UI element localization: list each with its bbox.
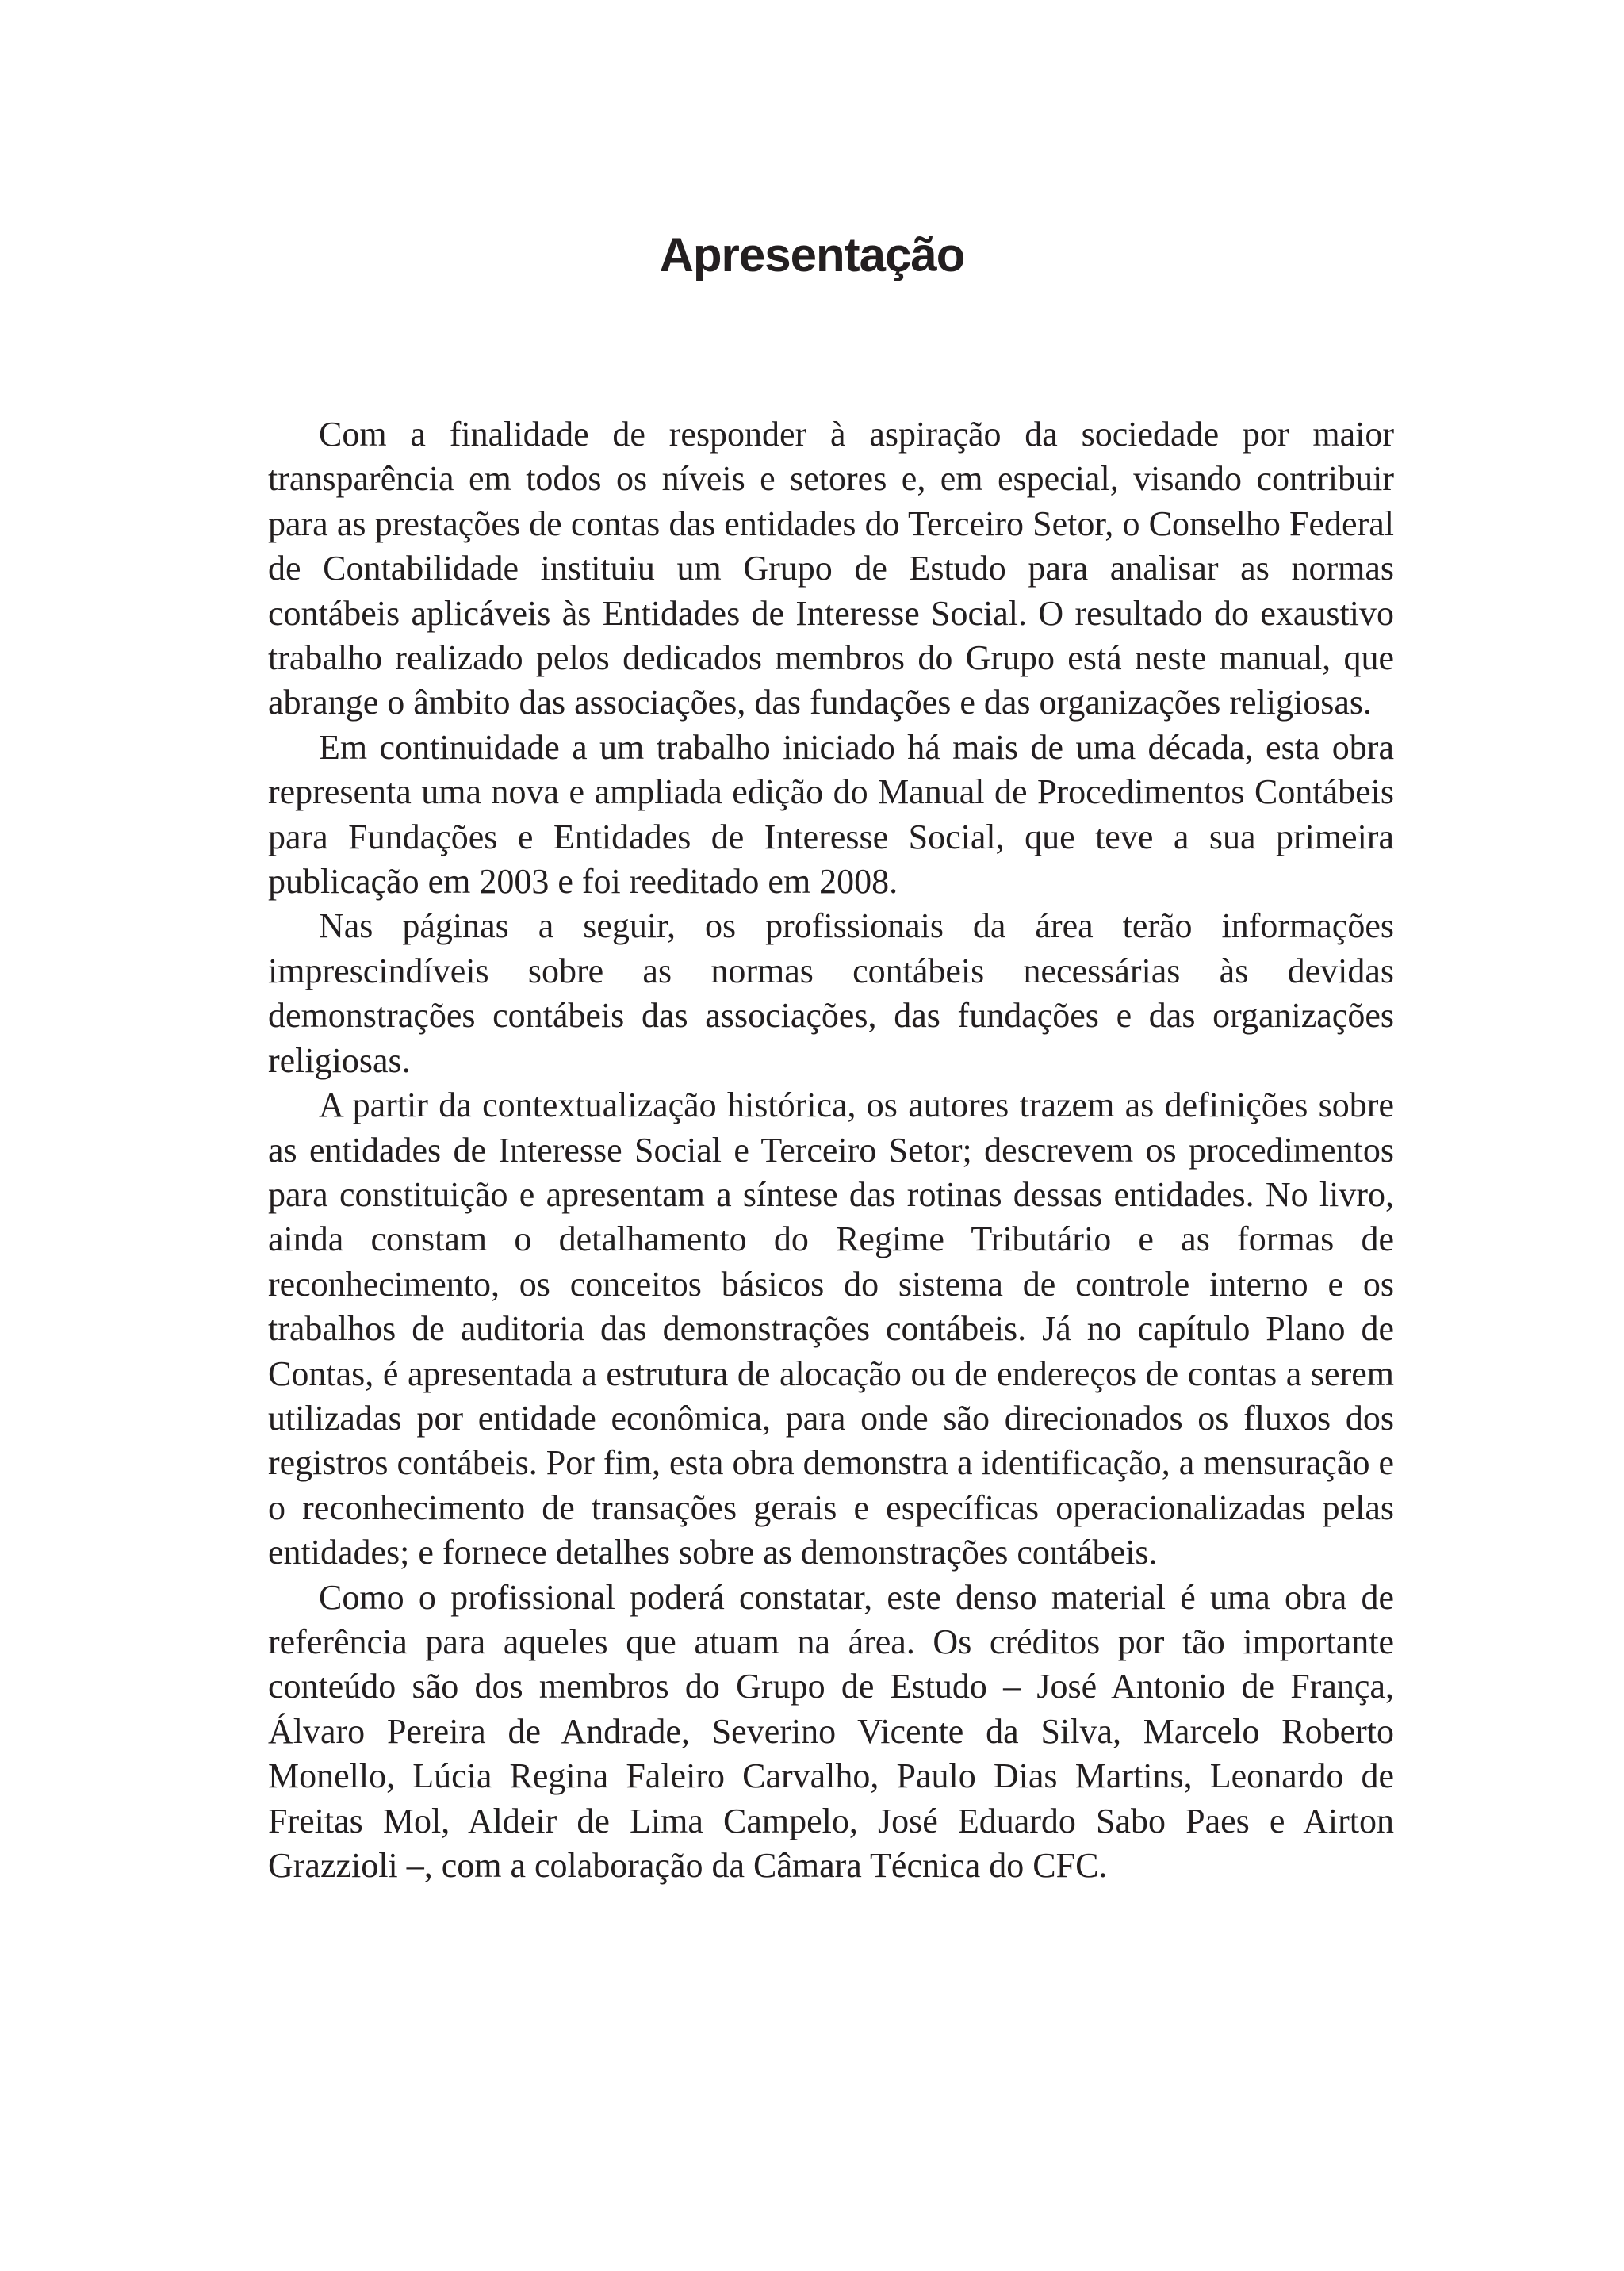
body-text [268,412,1394,1888]
paragraph-1: Com a finalidade de responder à aspiração da sociedade por maior transparência em todos os níveis e setores e, em especial, visando contribuir para as prestações de contas das entidades do Terceiro Setor, o Conselho Federal de Contabilidade instituiu um Grupo de Estudo para analisar as normas contábeis aplicáveis às Entidades de Interesse Social. O resultado do exaustivo trabalho realizado pelos dedicados membros do Grupo está neste manual, que abrange o âmbito das associações, das fundações e das organizações religiosas. [268,415,1394,722]
paragraph-4: A partir da contextualização histórica, os autores trazem as definições sobre as entidades de Interesse Social e Terceiro Setor; descrevem os procedimentos para constituição e apresentam a síntese das rotinas dessas entidades. No livro, ainda constam o detalhamento do Regime Tributário e as formas de reconhecimento, os conceitos básicos do sistema de controle interno e os trabalhos de auditoria das demonstrações contábeis. Já no capítulo Plano de Contas, é apresentada a estrutura de alocação ou de endereços de contas a serem utilizadas por entidade econômica, para onde são direcionados os fluxos dos registros contábeis. Por fim, esta obra demonstra a identificação, a mensuração e o reconhecimento de transações gerais e específicas operacionalizadas pelas entidades; e fornece detalhes sobre as demonstrações contábeis. [268,1086,1394,1572]
paragraph-3: Nas páginas a seguir, os profissionais da área terão informações imprescindíveis sobre as normas contábeis necessárias às devidas demonstrações contábeis das associações, das fundações e das organizações religiosas. [268,906,1394,1080]
paragraph-5: Como o profissional poderá constatar, este denso material é uma obra de referência para aqueles que atuam na área. Os créditos por tão importante conteúdo são dos membros do Grupo de Estudo – José Antonio de França, Álvaro Pereira de Andrade, Severino Vicente da Silva, Marcelo Roberto Monello, Lúcia Regina Faleiro Carvalho, Paulo Dias Martins, Leonardo de Freitas Mol, Aldeir de Lima Campelo, José Eduardo Sabo Paes e Airton Grazzioli –, com a colaboração da Câmara Técnica do CFC. [268,1577,1394,1885]
page-title: Apresentação [659,228,965,281]
paragraph-2: Em continuidade a um trabalho iniciado há mais de uma década, esta obra representa uma nova e ampliada edição do Manual de Procedimentos Contábeis para Fundações e Entidades de Interesse Social, que teve a sua primeira publicação em 2003 e foi reeditado em 2008. [268,727,1394,902]
